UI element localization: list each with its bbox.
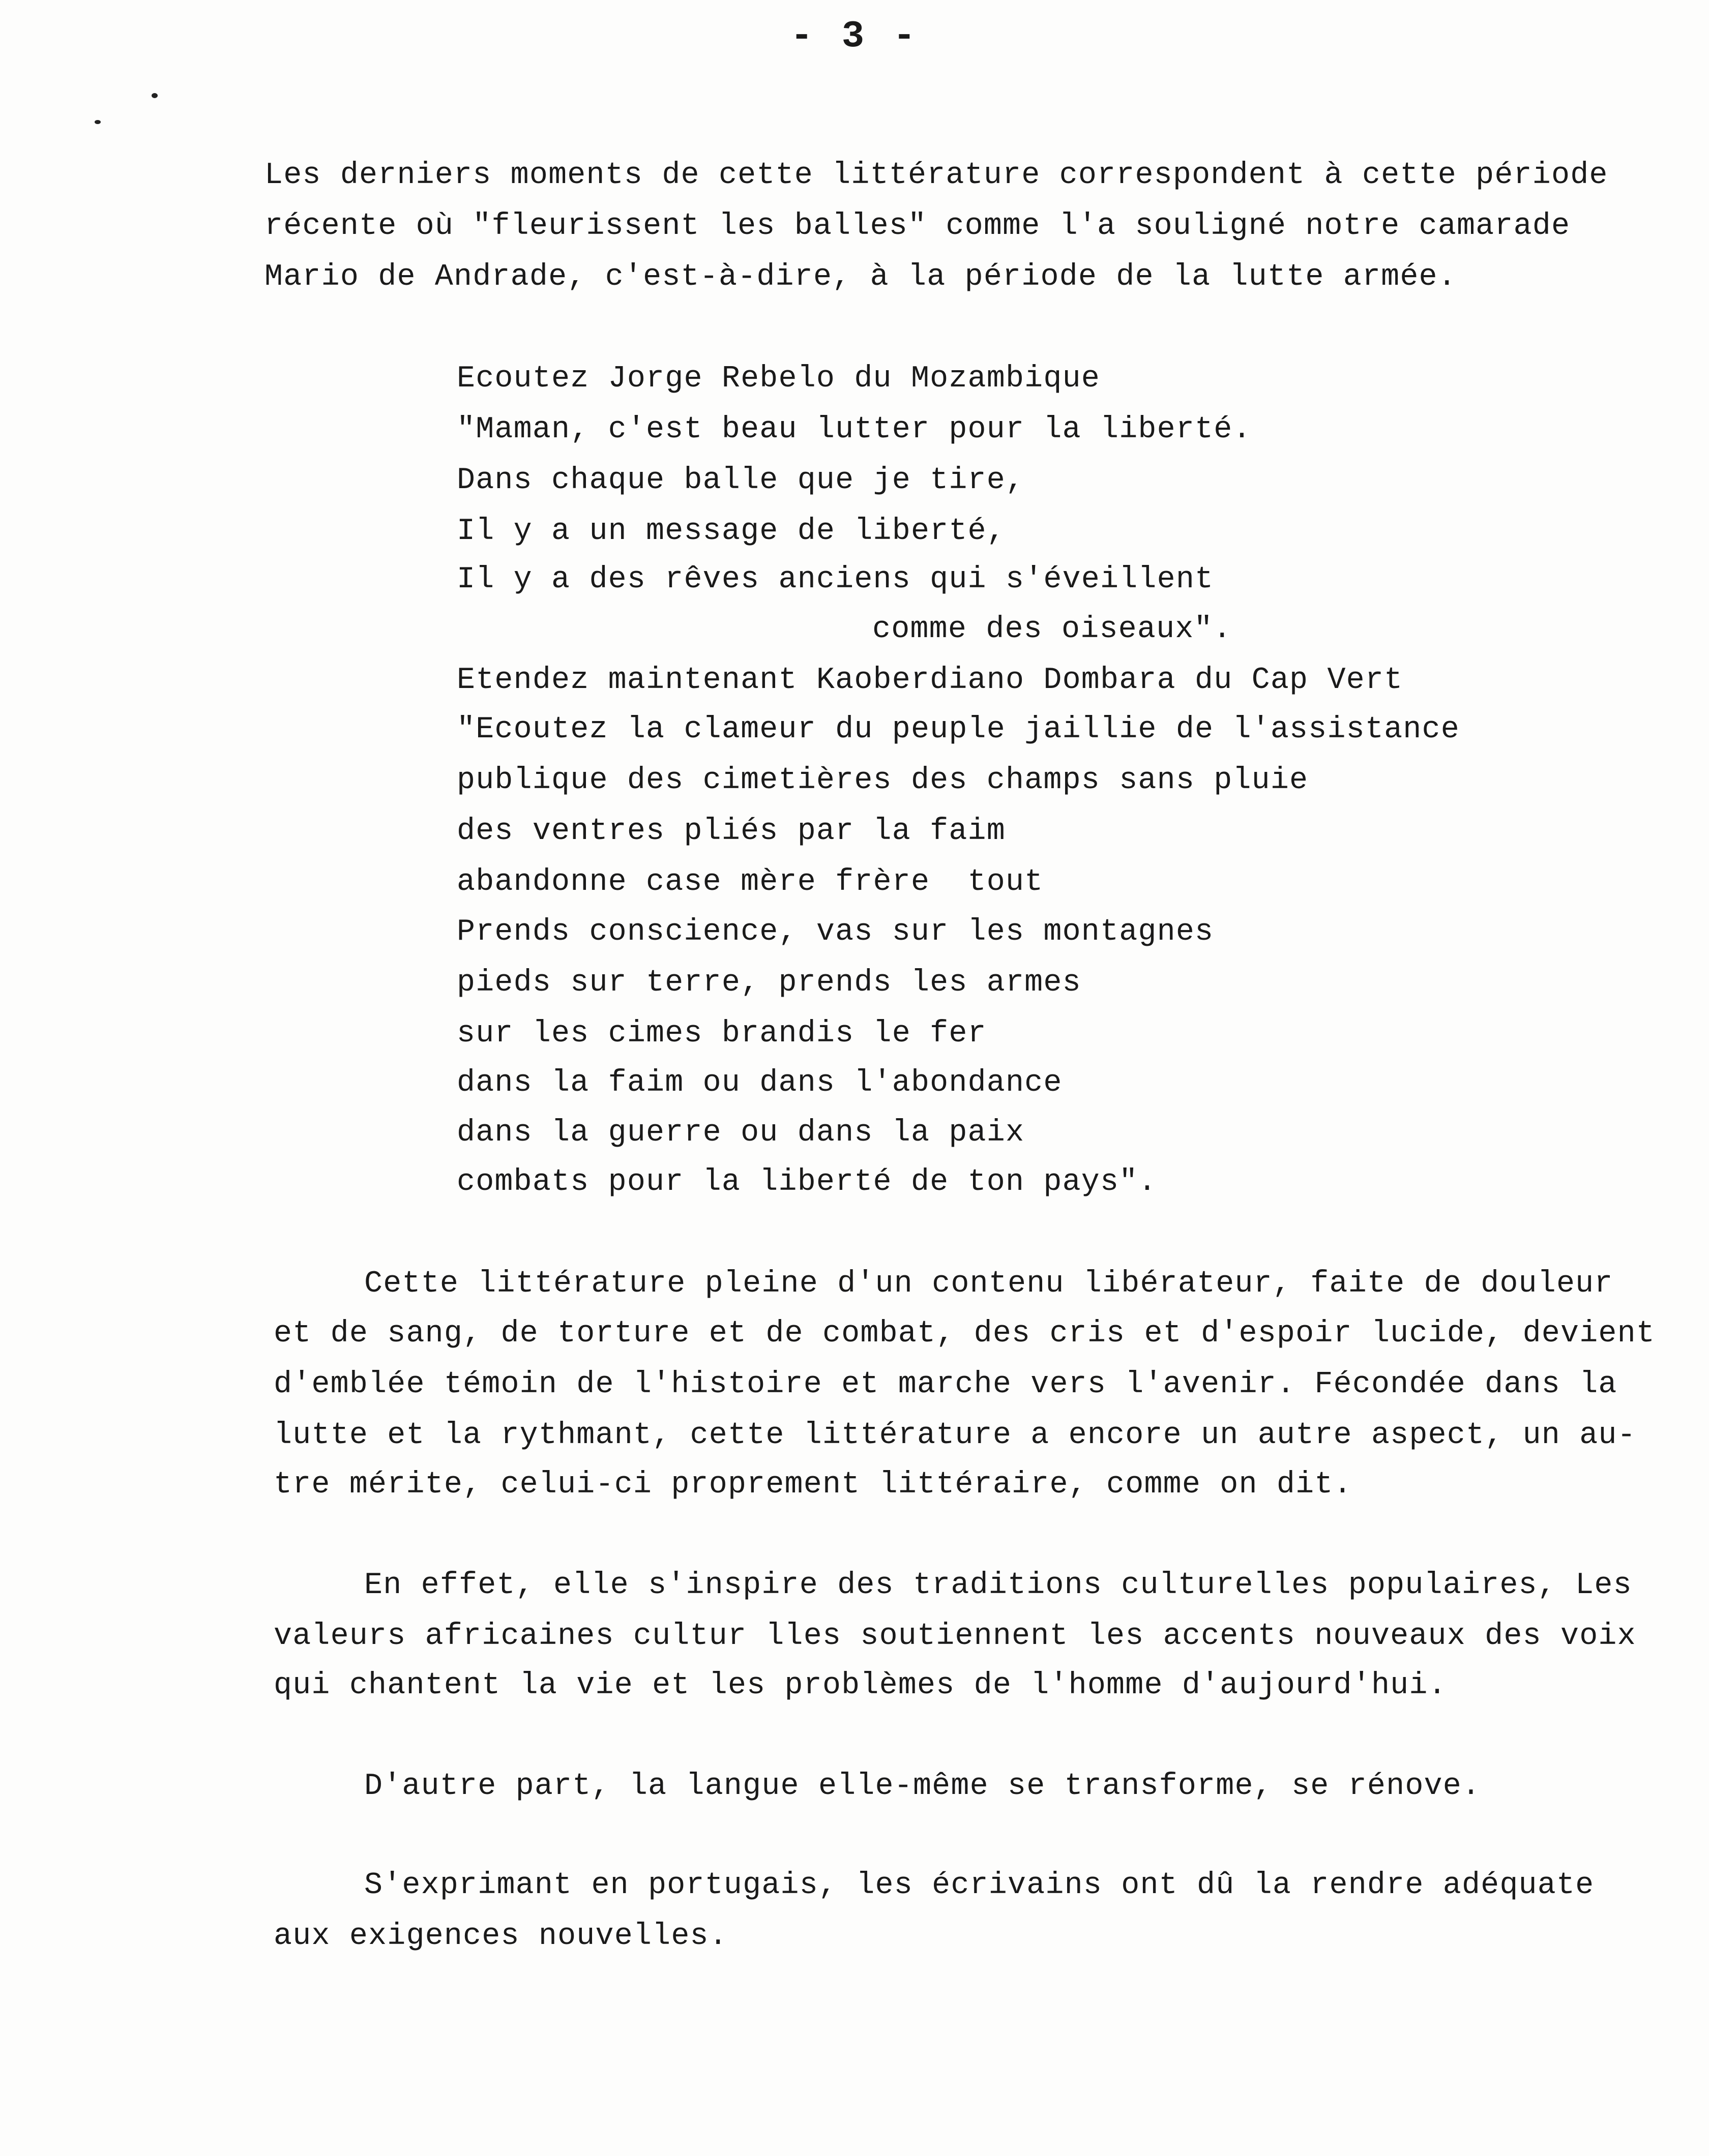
poem-line: des ventres pliés par la faim [457, 814, 1006, 849]
poem-line: Ecoutez Jorge Rebelo du Mozambique [457, 362, 1100, 396]
poem-line: dans la guerre ou dans la paix [457, 1116, 1025, 1150]
paragraph-line: tre mérite, celui-ci proprement littéraire, comme on dit. [274, 1468, 1352, 1502]
poem-line: "Maman, c'est beau lutter pour la liberté. [457, 412, 1252, 447]
poem-line: dans la faim ou dans l'abondance [457, 1066, 1063, 1100]
paragraph-line: D'autre part, la langue elle-même se transforme, se rénove. [364, 1769, 1481, 1804]
intro-line: Mario de Andrade, c'est-à-dire, à la période de la lutte armée. [264, 260, 1457, 294]
poem-line: "Ecoutez la clameur du peuple jaillie de l'assistance [457, 712, 1460, 747]
paragraph-line: S'exprimant en portugais, les écrivains ont dû la rendre adéquate [364, 1868, 1595, 1903]
poem-line: sur les cimes brandis le fer [457, 1016, 987, 1051]
paragraph-line: En effet, elle s'inspire des traditions culturelles populaires, Les [364, 1568, 1632, 1603]
paragraph-line: d'emblée témoin de l'histoire et marche vers l'avenir. Fécondée dans la [274, 1367, 1617, 1402]
poem-line: Il y a un message de liberté, [457, 514, 1006, 549]
scan-speck [95, 120, 101, 124]
scan-speck [152, 93, 158, 98]
intro-line: récente où "fleurissent les balles" comme l'a souligné notre camarade [264, 209, 1571, 244]
paragraph-line: Cette littérature pleine d'un contenu libérateur, faite de douleur [364, 1267, 1613, 1301]
poem-line: Il y a des rêves anciens qui s'éveillent [457, 562, 1214, 597]
paragraph-line: lutte et la rythmant, cette littérature a encore un autre aspect, un au- [274, 1418, 1636, 1453]
paragraph-line: aux exigences nouvelles. [274, 1919, 728, 1954]
poem-line: combats pour la liberté de ton pays". [457, 1165, 1157, 1200]
poem-line: publique des cimetières des champs sans pluie [457, 763, 1309, 798]
intro-line: Les derniers moments de cette littérature correspondent à cette période [264, 158, 1608, 193]
paragraph-line: valeurs africaines cultur lles soutiennent les accents nouveaux des voix [274, 1619, 1636, 1654]
poem-line: pieds sur terre, prends les armes [457, 966, 1081, 1000]
paragraph-line: qui chantent la vie et les problèmes de l'homme d'aujourd'hui. [274, 1668, 1447, 1703]
poem-line: Etendez maintenant Kaoberdiano Dombara du Cap Vert [457, 663, 1403, 698]
poem-line: Dans chaque balle que je tire, [457, 463, 1025, 498]
page-number: - 3 - [790, 15, 919, 58]
paragraph-line: et de sang, de torture et de combat, des cris et d'espoir lucide, devient [274, 1316, 1656, 1351]
poem-line: Prends conscience, vas sur les montagnes [457, 915, 1214, 949]
poem-line: comme des oiseaux". [872, 612, 1232, 647]
poem-line: abandonne case mère frère tout [457, 865, 1044, 900]
